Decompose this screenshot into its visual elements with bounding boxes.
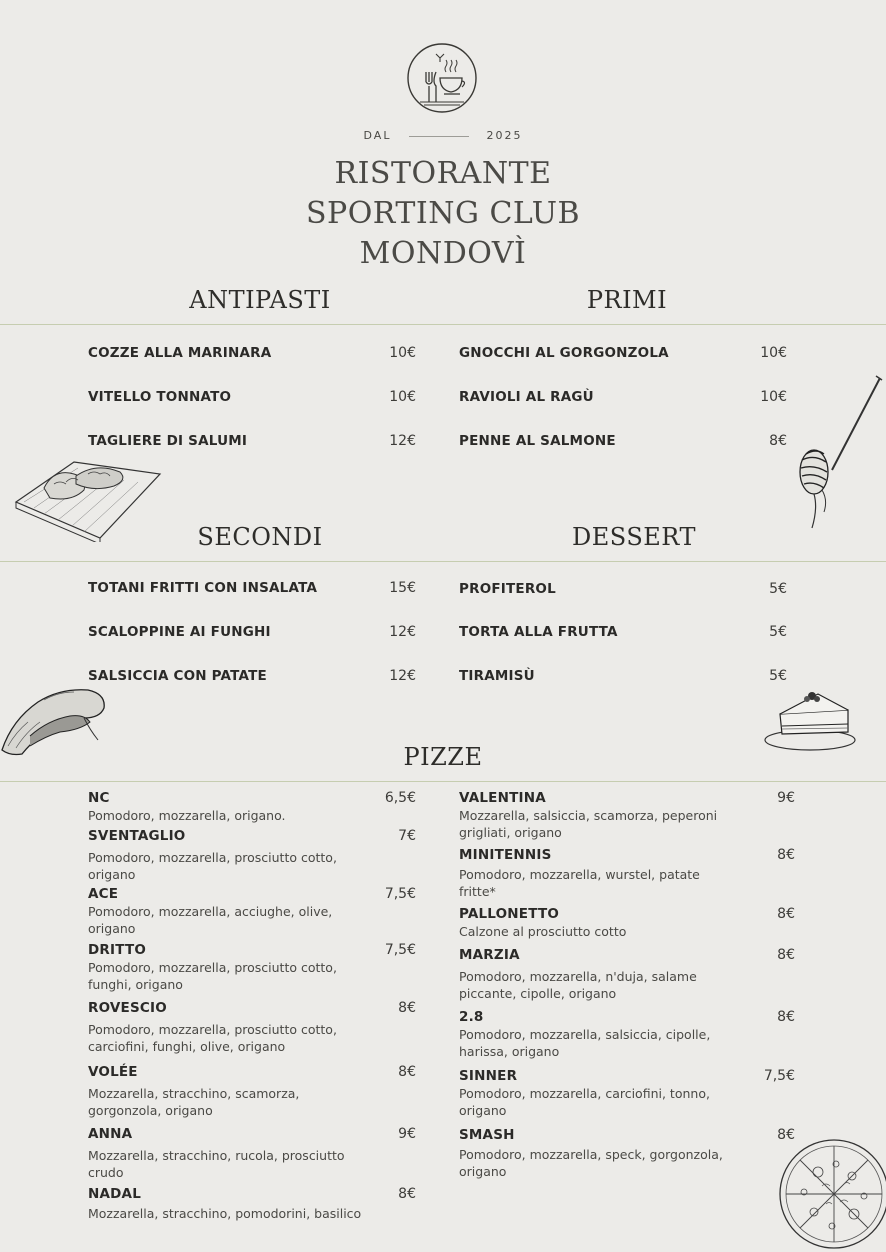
pizza-description: Pomodoro, mozzarella, wurstel, patate	[459, 867, 700, 882]
pizza-name: ANNA	[88, 1126, 133, 1142]
title-line-3: MONDOVÌ	[359, 236, 527, 271]
pizza-price: 8€	[398, 1064, 416, 1080]
pizza-description: Mozzarella, stracchino, rucola, prosciutto	[88, 1148, 345, 1163]
menu-item	[459, 668, 787, 688]
established-year: 2025	[486, 129, 523, 142]
pizza-name: SMASH	[459, 1127, 515, 1143]
item-price: 5€	[769, 668, 787, 684]
item-name: RAVIOLI AL RAGÙ	[459, 389, 594, 405]
pizza-name: ACE	[88, 886, 119, 902]
section-title-dessert: DESSERT	[572, 523, 696, 551]
pizza-description: piccante, cipolle, origano	[459, 986, 617, 1001]
pizza-item	[88, 1000, 416, 1055]
pizza-description: Mozzarella, stracchino, pomodorini, basilico	[88, 1206, 362, 1221]
section-rule	[0, 324, 886, 325]
pizza-description: carciofini, funghi, olive, origano	[88, 1039, 286, 1054]
pizza-name: VOLÉE	[88, 1064, 138, 1080]
title-line-1: RISTORANTE	[334, 156, 552, 191]
pizza-icon	[774, 1134, 886, 1250]
menu-item	[459, 389, 787, 409]
pizza-description: Pomodoro, mozzarella, prosciutto cotto,	[88, 850, 337, 865]
pizza-price: 7,5€	[763, 1068, 795, 1084]
pizza-price: 9€	[398, 1126, 416, 1142]
pizza-name: NADAL	[88, 1186, 142, 1202]
menu-item	[88, 624, 416, 644]
pizza-description: origano	[88, 921, 136, 936]
item-name: TAGLIERE DI SALUMI	[88, 433, 248, 449]
pizza-item	[459, 947, 795, 1002]
pizza-name: DRITTO	[88, 942, 147, 958]
item-price: 5€	[769, 581, 787, 597]
pizza-description: Pomodoro, mozzarella, prosciutto cotto,	[88, 960, 337, 975]
pizza-item	[459, 790, 795, 841]
pizza-item	[459, 906, 795, 940]
cake-slice-icon	[762, 682, 862, 752]
pizza-name: PALLONETTO	[459, 906, 560, 922]
pizza-item	[88, 942, 416, 993]
section-title-pizze: PIZZE	[403, 743, 483, 771]
menu-item	[88, 580, 416, 600]
pizza-item	[88, 828, 416, 883]
item-name: PROFITEROL	[459, 581, 556, 597]
item-name: COZZE ALLA MARINARA	[88, 345, 272, 361]
pizza-item	[88, 1064, 416, 1119]
restaurant-logo-icon	[406, 42, 478, 114]
pizza-description: origano	[88, 867, 136, 882]
item-price: 12€	[389, 433, 416, 449]
menu-item	[88, 389, 416, 409]
pizza-item	[88, 886, 416, 937]
pizza-item	[88, 790, 416, 824]
item-name: SCALOPPINE AI FUNGHI	[88, 624, 271, 640]
pizza-price: 8€	[398, 1000, 416, 1016]
menu-item	[459, 581, 787, 601]
pizza-price: 8€	[777, 1009, 795, 1025]
pizza-description: Mozzarella, salsiccia, scamorza, peperoni	[459, 808, 718, 823]
divider	[409, 136, 469, 137]
pizza-price: 7€	[398, 828, 416, 844]
pizza-name: MARZIA	[459, 947, 520, 963]
item-price: 10€	[760, 345, 787, 361]
item-name: GNOCCHI AL GORGONZOLA	[459, 345, 669, 361]
item-price: 8€	[769, 433, 787, 449]
pizza-price: 8€	[777, 947, 795, 963]
pizza-item	[88, 1186, 416, 1222]
pizza-item	[459, 1068, 795, 1119]
established-label: DAL	[363, 129, 392, 142]
pizza-description: Pomodoro, mozzarella, salsiccia, cipolle,	[459, 1027, 711, 1042]
section-title-secondi: SECONDI	[197, 523, 323, 551]
fork-spaghetti-icon	[792, 374, 886, 532]
item-price: 10€	[389, 345, 416, 361]
pizza-item	[459, 847, 795, 900]
item-price: 5€	[769, 624, 787, 640]
pizza-price: 8€	[398, 1186, 416, 1202]
pizza-item	[459, 1127, 795, 1180]
section-rule	[0, 561, 886, 562]
pizza-description: fritte*	[459, 884, 496, 899]
pizza-price: 9€	[777, 790, 795, 806]
menu-item	[459, 624, 787, 644]
pizza-name: SVENTAGLIO	[88, 828, 186, 844]
pizza-description: Pomodoro, mozzarella, prosciutto cotto,	[88, 1022, 337, 1037]
item-price: 12€	[389, 668, 416, 684]
pizza-description: gorgonzola, origano	[88, 1103, 213, 1118]
pizza-name: VALENTINA	[459, 790, 546, 806]
pizza-description: Mozzarella, stracchino, scamorza,	[88, 1086, 300, 1101]
pizza-name: NC	[88, 790, 110, 806]
item-name: PENNE AL SALMONE	[459, 433, 616, 449]
pizza-description: grigliati, origano	[459, 825, 562, 840]
pizza-description: Pomodoro, mozzarella, n'duja, salame	[459, 969, 697, 984]
pizza-price: 7,5€	[384, 942, 416, 958]
menu-item	[88, 433, 416, 453]
pizza-description: crudo	[88, 1165, 124, 1180]
pizza-item	[88, 1126, 416, 1181]
pizza-price: 7,5€	[384, 886, 416, 902]
item-price: 15€	[389, 580, 416, 596]
pizza-description: Pomodoro, mozzarella, acciughe, olive,	[88, 904, 333, 919]
pizza-description: Pomodoro, mozzarella, speck, gorgonzola,	[459, 1147, 723, 1162]
menu-item	[459, 345, 787, 365]
item-price: 10€	[760, 389, 787, 405]
steak-icon	[0, 686, 110, 756]
pizza-item	[459, 1009, 795, 1060]
pizza-price: 8€	[777, 1127, 795, 1143]
pizza-description: funghi, origano	[88, 977, 183, 992]
pizza-price: 8€	[777, 906, 795, 922]
pizza-description: harissa, origano	[459, 1044, 560, 1059]
menu-item	[88, 345, 416, 365]
pizza-name: ROVESCIO	[88, 1000, 167, 1016]
pizza-description: origano	[459, 1103, 507, 1118]
item-price: 10€	[389, 389, 416, 405]
pizza-description: Pomodoro, mozzarella, origano.	[88, 808, 286, 823]
item-price: 12€	[389, 624, 416, 640]
established-line	[0, 129, 886, 142]
pizza-name: MINITENNIS	[459, 847, 552, 863]
restaurant-title	[0, 154, 886, 274]
section-rule	[0, 781, 886, 782]
menu-item	[459, 433, 787, 453]
pizza-description: origano	[459, 1164, 507, 1179]
item-name: SALSICCIA CON PATATE	[88, 668, 267, 684]
pizza-price: 6,5€	[384, 790, 416, 806]
menu-item	[88, 668, 416, 688]
pizza-name: SINNER	[459, 1068, 518, 1084]
pizza-description: Calzone al prosciutto cotto	[459, 924, 627, 939]
pizza-name: 2.8	[459, 1009, 484, 1025]
pizza-description: Pomodoro, mozzarella, carciofini, tonno,	[459, 1086, 710, 1101]
pizza-price: 8€	[777, 847, 795, 863]
section-title-primi: PRIMI	[586, 286, 668, 314]
item-name: TORTA ALLA FRUTTA	[459, 624, 618, 640]
item-name: VITELLO TONNATO	[88, 389, 232, 405]
section-title-antipasti: ANTIPASTI	[189, 286, 331, 314]
title-line-2: SPORTING CLUB	[305, 196, 581, 231]
item-name: TIRAMISÙ	[459, 668, 535, 684]
item-name: TOTANI FRITTI CON INSALATA	[88, 580, 318, 596]
